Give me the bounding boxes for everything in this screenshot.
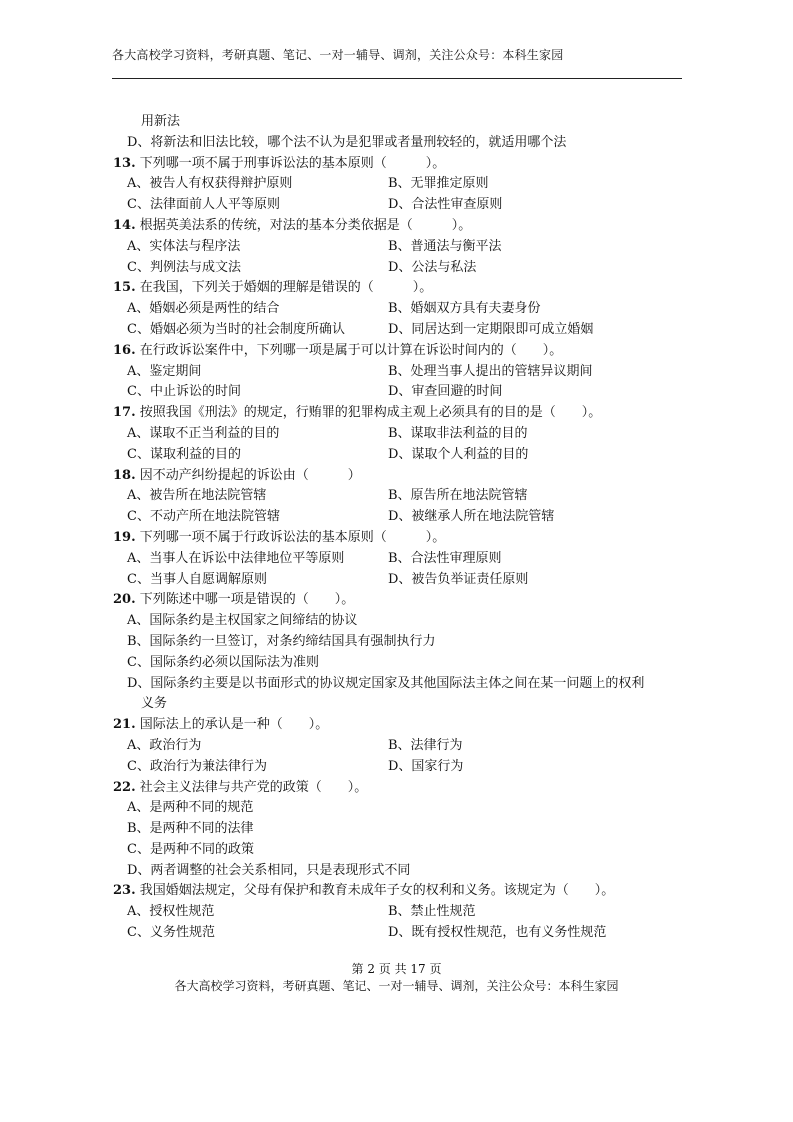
option-b: B、禁止性规范	[388, 904, 476, 920]
option-c: C、法律面前人人平等原则	[127, 197, 280, 213]
option-row	[113, 382, 693, 403]
option-a: A、谋取不正当利益的目的	[127, 425, 280, 441]
question-number: 17.	[113, 405, 136, 421]
question-text: 国际法上的承认是一种（ ）。	[139, 717, 329, 733]
option-b: B、原告所在地法院管辖	[388, 488, 528, 504]
question-text: 下列哪一项不属于行政诉讼法的基本原则（ ）。	[139, 529, 446, 545]
continuation-line: 用新法	[141, 114, 181, 129]
question-text: 根据英美法系的传统，对法的基本分类依据是（ ）。	[139, 217, 472, 233]
question-number: 13.	[113, 155, 136, 171]
question-text: 我国婚姻法规定，父母有保护和教育未成年子女的权利和义务。该规定为（ ）。	[139, 883, 615, 899]
option-d: D、被继承人所在地法院管辖	[388, 509, 555, 525]
option-a: A、是两种不同的规范	[127, 800, 254, 816]
question-number: 18.	[113, 467, 136, 483]
question-number: 21.	[113, 717, 136, 733]
option-row	[113, 549, 693, 570]
option-d: D、被告负举证责任原则	[388, 571, 529, 587]
question-stem	[113, 778, 693, 799]
option-d-continued: 义务	[141, 696, 168, 712]
option-row	[113, 570, 693, 591]
option-c: C、政治行为兼法律行为	[127, 758, 267, 774]
option-a: A、鉴定期间	[127, 363, 202, 379]
option-row	[113, 258, 693, 279]
option-d: D、审查回避的时间	[388, 384, 503, 400]
option-c: C、国际条约必须以国际法为准则	[127, 654, 319, 670]
question-text: 社会主义法律与共产党的政策（ ）。	[139, 779, 368, 795]
question-number: 16.	[113, 342, 136, 358]
option-row	[113, 507, 693, 528]
option-a: A、当事人在诉讼中法律地位平等原则	[127, 550, 345, 566]
option-d: D、公法与私法	[388, 259, 477, 275]
question-number: 19.	[113, 529, 136, 545]
question-stem	[113, 590, 693, 611]
question-stem	[113, 881, 693, 902]
option-a: A、国际条约是主权国家之间缔结的协议	[127, 613, 358, 629]
page-number: 第 2 页 共 17 页	[351, 962, 442, 976]
option-b: B、处理当事人提出的管辖异议期间	[388, 363, 593, 379]
option-d: D、国家行为	[388, 758, 464, 774]
option-a: A、被告所在地法院管辖	[127, 488, 267, 504]
option-d: D、谋取个人利益的目的	[388, 446, 529, 462]
option-b: B、谋取非法利益的目的	[388, 425, 528, 441]
question-text: 因不动产纠纷提起的诉讼由（ ）	[139, 467, 361, 483]
option-row	[113, 299, 693, 320]
header-rule	[112, 78, 682, 79]
question-stem	[113, 216, 693, 237]
option-row	[113, 195, 693, 216]
option-c: C、是两种不同的政策	[127, 841, 254, 857]
option-row	[113, 424, 693, 445]
option-c: C、义务性规范	[127, 925, 215, 941]
option-row	[113, 445, 693, 466]
question-stem	[113, 403, 693, 424]
page-footer: 各大高校学习资料，考研真题、笔记、一对一辅导、调剂，关注公众号：本科生家园	[174, 979, 619, 993]
option-row	[113, 486, 693, 507]
option-a: A、实体法与程序法	[127, 238, 241, 254]
option-c: C、判例法与成文法	[127, 259, 241, 275]
option-a: A、被告人有权获得辩护原则	[127, 176, 293, 192]
option-a: A、婚姻必须是两性的结合	[127, 301, 280, 317]
option-b: B、法律行为	[388, 737, 463, 753]
option-c: C、婚姻必须为当时的社会制度所确认	[127, 321, 345, 337]
question-number: 15.	[113, 280, 136, 296]
option-a: A、政治行为	[127, 737, 202, 753]
option-row	[113, 362, 693, 383]
question-stem	[113, 715, 693, 736]
option-b: B、是两种不同的法律	[127, 821, 254, 837]
question-list	[113, 112, 693, 944]
option-c: C、当事人自愿调解原则	[127, 571, 267, 587]
question-text: 在我国，下列关于婚姻的理解是错误的（ ）。	[139, 280, 433, 296]
question-stem	[113, 341, 693, 362]
option-c: C、谋取利益的目的	[127, 446, 241, 462]
option-b: B、无罪推定原则	[388, 176, 489, 192]
question-number: 23.	[113, 883, 136, 899]
question-stem	[113, 528, 693, 549]
option-d: D、同居达到一定期限即可成立婚姻	[388, 321, 594, 337]
option-d: D、既有授权性规范，也有义务性规范	[388, 925, 607, 941]
question-text: 下列陈述中哪一项是错误的（ ）。	[139, 592, 355, 608]
option-c: C、中止诉讼的时间	[127, 384, 241, 400]
question-number: 14.	[113, 217, 136, 233]
option-d: D、合法性审查原则	[388, 197, 503, 213]
option-a: A、授权性规范	[127, 904, 215, 920]
option-b: B、普通法与衡平法	[388, 238, 502, 254]
option-row	[113, 174, 693, 195]
question-text: 在行政诉讼案件中，下列哪一项是属于可以计算在诉讼时间内的（ ）。	[139, 342, 563, 358]
question-stem	[113, 466, 693, 487]
option-b: B、合法性审理原则	[388, 550, 502, 566]
question-stem	[113, 278, 693, 299]
option-row	[113, 923, 693, 944]
option-d: D、两者调整的社会关系相同，只是表现形式不同	[127, 862, 411, 878]
page-header: 各大高校学习资料，考研真题、笔记、一对一辅导、调剂，关注公众号：本科生家园	[112, 48, 564, 62]
continuation-option-d: D、将新法和旧法比较，哪个法不认为是犯罪或者量刑较轻的，就适用哪个法	[127, 134, 567, 150]
option-c: C、不动产所在地法院管辖	[127, 509, 280, 525]
option-b: B、国际条约一旦签订，对条约缔结国具有强制执行力	[127, 633, 436, 649]
option-row	[113, 736, 693, 757]
option-row	[113, 237, 693, 258]
question-text: 下列哪一项不属于刑事诉讼法的基本原则（ ）。	[139, 155, 446, 171]
option-row	[113, 320, 693, 341]
option-row	[113, 757, 693, 778]
question-text: 按照我国《刑法》的规定，行贿罪的犯罪构成主观上必须具有的目的是（ ）。	[139, 405, 602, 421]
question-number: 20.	[113, 592, 136, 608]
option-row	[113, 902, 693, 923]
question-stem	[113, 154, 693, 175]
option-d: D、国际条约主要是以书面形式的协议规定国家及其他国际法主体之间在某一问题上的权利	[127, 675, 645, 691]
option-b: B、婚姻双方具有夫妻身份	[388, 301, 541, 317]
question-number: 22.	[113, 779, 136, 795]
